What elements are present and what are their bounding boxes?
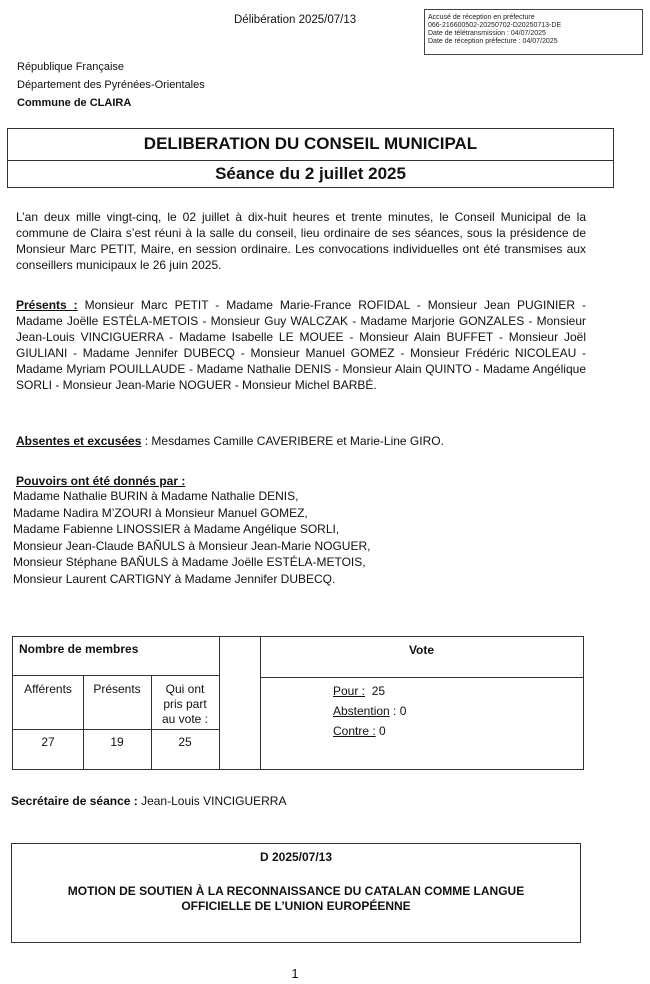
issuer-block bbox=[17, 58, 205, 112]
absents-paragraph bbox=[16, 433, 586, 449]
motion-reference: D 2025/07/13 bbox=[259, 850, 333, 864]
stamp-line: Date de réception préfecture : 04/07/2025 bbox=[428, 38, 558, 45]
issuer-department: Département des Pyrénées-Orientales bbox=[17, 79, 205, 91]
col-presents: Présents bbox=[93, 682, 141, 696]
document-title-box bbox=[7, 128, 614, 188]
proxy-item: Madame Fabienne LINOSSIER à Madame Angélique SORLI, bbox=[13, 522, 340, 536]
abstention-label: Abstention bbox=[333, 704, 390, 718]
vote-pour bbox=[333, 681, 406, 701]
issuer-country: République Française bbox=[17, 61, 125, 73]
issuer-commune: Commune de CLAIRA bbox=[17, 97, 132, 109]
proxies-label: Pouvoirs ont été donnés par : bbox=[16, 474, 186, 488]
proxy-item: Madame Nadira M’ZOURI à Monsieur Manuel GOMEZ, bbox=[13, 505, 308, 520]
absents-list: : Mesdames Camille CAVERIBERE et Marie-Line GIRO. bbox=[141, 434, 444, 448]
vote-results bbox=[333, 681, 406, 741]
proxies-list bbox=[13, 488, 370, 587]
col-voters-line: Qui ont bbox=[165, 682, 205, 696]
session-date: Séance du 2 juillet 2025 bbox=[215, 164, 406, 183]
page-number: 1 bbox=[291, 966, 299, 981]
table-divider bbox=[13, 675, 219, 676]
proxy-item: Madame Nathalie BURIN à Madame Nathalie DENIS, bbox=[13, 489, 299, 503]
col-afferents: Afférents bbox=[24, 682, 72, 696]
vote-table bbox=[12, 636, 584, 770]
motion-title: MOTION DE SOUTIEN À LA RECONNAISSANCE DU CATALAN COMME LANGUE OFFICIELLE DE L’UNION EUROPÉENNE bbox=[67, 884, 525, 913]
table-divider bbox=[219, 637, 220, 769]
presents-label: Présents : bbox=[16, 298, 78, 312]
pour-label: Pour : bbox=[333, 684, 366, 698]
stamp-line: Date de télétransmission : 04/07/2025 bbox=[428, 30, 546, 37]
secretary-label: Secrétaire de séance : bbox=[11, 794, 138, 808]
contre-value: 0 bbox=[379, 724, 386, 738]
title-divider bbox=[8, 160, 613, 161]
table-divider bbox=[260, 677, 583, 678]
vote-header: Vote bbox=[408, 643, 435, 657]
absents-label: Absentes et excusées bbox=[16, 434, 142, 448]
proxy-item: Monsieur Stéphane BAÑULS à Madame Joëlle ESTÉLA-METOIS, bbox=[13, 555, 366, 569]
value-voters: 25 bbox=[178, 735, 192, 749]
document-title: DELIBERATION DU CONSEIL MUNICIPAL bbox=[143, 134, 478, 153]
col-voters bbox=[151, 682, 219, 727]
presents-paragraph bbox=[16, 297, 586, 393]
motion-box bbox=[11, 843, 581, 943]
presents-list: Monsieur Marc PETIT - Madame Marie-France ROFIDAL - Monsieur Jean PUGINIER - Madame Joëlle ESTÉLA-METOIS - Monsieur Guy WALCZAK - Madame Marjorie GONZALES - Monsieur Jean-Louis VINCIGUERRA - Madame Isabelle LE MOUEE - Monsieur Alain BUFFET - Monsieur Joël GIULIANI - Madame Jennifer DUBECQ - Monsieur Manuel GOMEZ - Monsieur Frédéric NICOLEAU - Madame Myriam POUILLAUDE - Madame Nathalie DENIS - Monsieur Alain QUINTO - Madame Angélique SORLI - Monsieur Jean-Marie NOGUER - Monsieur Michel BARBÉ. bbox=[16, 298, 586, 392]
secretary-line bbox=[11, 794, 286, 808]
proxy-item: Monsieur Jean-Claude BAÑULS à Monsieur Jean-Marie NOGUER, bbox=[13, 538, 371, 553]
members-header: Nombre de membres bbox=[19, 642, 139, 656]
vote-abstention bbox=[333, 701, 406, 721]
abstention-value: : 0 bbox=[389, 704, 407, 718]
stamp-line: 066-216600502-20250702-D20250713-DE bbox=[428, 22, 562, 29]
value-presents: 19 bbox=[110, 735, 124, 749]
proxies-heading bbox=[16, 473, 586, 489]
contre-label: Contre : bbox=[333, 724, 376, 738]
col-voters-line: pris part bbox=[163, 697, 207, 711]
prefecture-receipt-stamp bbox=[424, 9, 643, 55]
secretary-name: Jean-Louis VINCIGUERRA bbox=[137, 794, 287, 808]
col-voters-line: au vote : bbox=[161, 712, 209, 726]
table-divider bbox=[13, 729, 219, 730]
stamp-line: Accusé de réception en préfecture bbox=[428, 14, 535, 21]
proxy-item: Monsieur Laurent CARTIGNY à Madame Jennifer DUBECQ. bbox=[13, 571, 336, 586]
value-afferents: 27 bbox=[41, 735, 55, 749]
vote-contre bbox=[333, 721, 406, 741]
deliberation-reference: Délibération 2025/07/13 bbox=[234, 14, 357, 26]
pour-value: 25 bbox=[371, 684, 386, 698]
intro-paragraph: L’an deux mille vingt-cinq, le 02 juillet à dix-huit heures et trente minutes, le Conseil Municipal de la commune de Claira s’est réuni à la salle du conseil, lieu ordinaire de ses séances, sous la présidence de Monsieur Marc PETIT, Maire, en session ordinaire. Les convocations individuelles ont été transmises aux conseillers municipaux le 26 juin 2025. bbox=[16, 210, 586, 272]
